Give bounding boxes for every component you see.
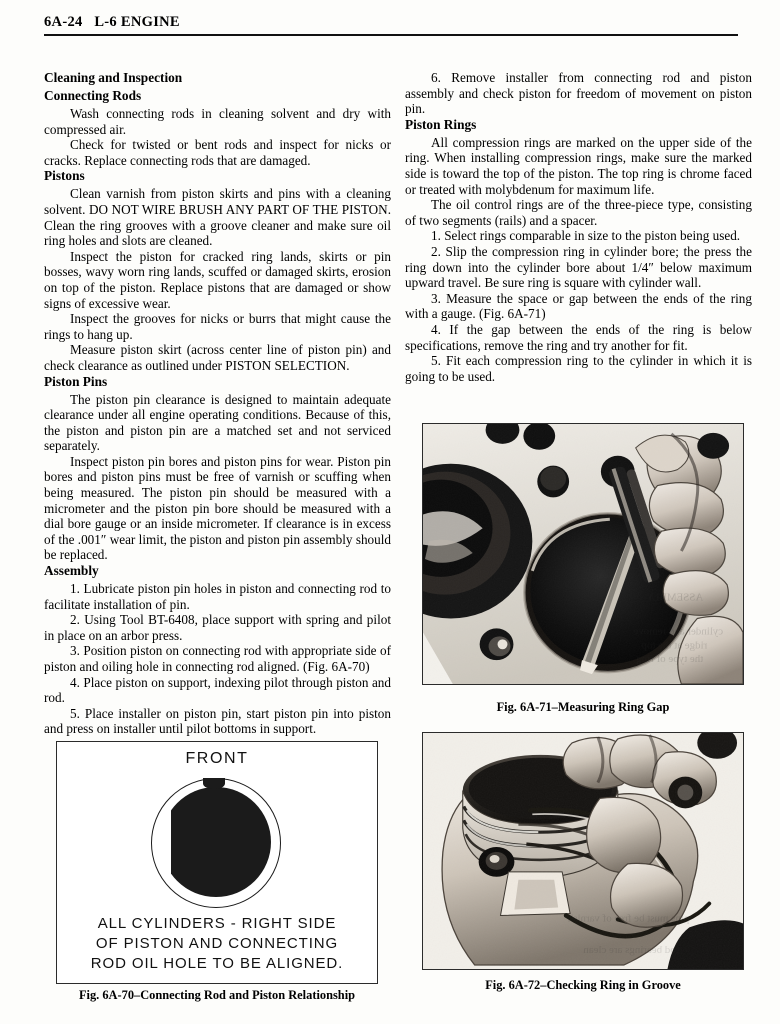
numbered-step: 2. Slip the compression ring in cylinder bore; the press the ring down into the cylinder bore about 1/4″ below maximum upward travel. Be sure ring is square with cylinder wall. <box>405 243 752 291</box>
svg-text:ASSEMBLY: ASSEMBLY <box>646 591 704 604</box>
heading-assembly: Assembly <box>44 563 99 579</box>
paragraph: Wash connecting rods in cleaning solvent and dry with compressed air. <box>44 106 391 137</box>
checking-ring-in-groove-photo <box>423 733 743 969</box>
heading-pistons: Pistons <box>44 168 85 184</box>
numbered-step: 5. Fit each compression ring to the cylinder in which it is going to be used. <box>405 353 752 384</box>
callout-line: ROD OIL HOLE TO BE ALIGNED. <box>90 955 344 972</box>
paragraph: Inspect piston pin bores and piston pins for wear. Piston pin bores and piston pins must be free of varnish or scuffing when being measured. The piston pin should be measured with a micrometer and the piston pin bore should be measured with a dial bore gauge or an inside micrometer. If clearance is in excess of the .001″ wear limit, the piston and piston pin assembly should be replaced. <box>44 453 391 563</box>
callout-line: OF PISTON AND CONNECTING <box>95 935 339 952</box>
paragraph: Measure piston skirt (across center line of piston pin) and check clearance as outlined under PISTON SELECTION. <box>44 342 391 373</box>
callout-line: ALL CYLINDERS - RIGHT SIDE <box>97 915 337 932</box>
figure-6a-72-caption: Fig. 6A-72–Checking Ring in Groove <box>485 978 681 992</box>
figure-6a-71-image <box>422 423 744 685</box>
measuring-ring-gap-photo <box>423 424 743 684</box>
numbered-step: 1. Select rings comparable in size to the piston being used. <box>431 228 741 244</box>
numbered-step: 3. Measure the space or gap between the ends of the ring with a gauge. (Fig. 6A-71) <box>405 290 752 322</box>
paragraph: Inspect the piston for cracked ring lands, skirts or pin bosses, wavy worn ring lands, scuffed or damaged skirts, erosion on top of the piston. Replace pistons that are damaged or show signs of excessive wear. <box>44 248 391 311</box>
figure-6a-72-image <box>422 732 744 970</box>
figure-6a-71-caption: Fig. 6A-71–Measuring Ring Gap <box>496 700 670 714</box>
paragraph: Clean varnish from piston skirts and pins with a cleaning solvent. DO NOT WIRE BRUSH ANY PART OF THE PISTON. Clean the ring grooves with a groove cleaner and make sure oil ring holes and slots are cleaned. <box>44 186 391 249</box>
heading-connecting-rods: Connecting Rods <box>44 88 142 103</box>
piston-body-shape <box>161 787 271 897</box>
numbered-step: 5. Place installer on piston pin, start piston pin into piston and press on installer until pilot bottoms in support. <box>44 705 391 737</box>
svg-text:the type of ring: the type of ring <box>636 653 704 666</box>
heading-piston-rings: Piston Rings <box>405 116 477 132</box>
piston-notch-mark <box>203 778 225 789</box>
front-label: FRONT <box>185 750 249 767</box>
header-rule <box>44 34 738 36</box>
page-header-text: 6A-24 L-6 ENGINE <box>44 14 180 30</box>
left-text-column <box>44 70 391 737</box>
svg-text:pins must be free of varnish: pins must be free of varnish <box>567 912 690 925</box>
figure-6a-70-diagram <box>56 741 378 984</box>
paragraph: All compression rings are marked on the upper side of the ring. When installing compression rings, make sure the marked side is toward the top of the piston. The top ring is chrome faced or treated with molybdenum for maximum life. <box>405 134 752 197</box>
paragraph: The oil control rings are of the three-piece type, consisting of two segments (rails) and a spacer. <box>405 197 752 228</box>
paragraph: Inspect the grooves for nicks or burrs that might cause the rings to hang up. <box>44 311 391 342</box>
numbered-step: 4. Place piston on support, indexing pilot through piston and rod. <box>44 674 391 706</box>
numbered-step: 1. Lubricate piston pin holes in piston and connecting rod to facilitate installation of pin. <box>44 581 391 612</box>
numbered-step: 2. Using Tool BT-6408, place support with spring and pilot in place on an arbor press. <box>44 612 391 643</box>
paragraph: The piston pin clearance is designed to maintain adequate clearance under all engine operating conditions. Because of this, the piston and piston pin are a matched set and not serviced separately. <box>44 391 391 454</box>
svg-text:ridge at the top: ridge at the top <box>641 639 708 652</box>
figure-6a-70-callout <box>57 914 377 974</box>
page-header <box>44 14 738 36</box>
heading-cleaning-and-inspection: Cleaning and Inspection <box>44 70 183 85</box>
svg-text:rod bearings are clean: rod bearings are clean <box>583 944 680 957</box>
right-text-column <box>405 70 752 384</box>
paragraph: Check for twisted or bent rods and inspect for nicks or cracks. Replace connecting rods that are damaged. <box>44 137 391 168</box>
numbered-step: 3. Position piston on connecting rod with appropriate side of piston and oiling hole in connecting rod aligned. (Fig. 6A-70) <box>44 643 391 674</box>
figure-6a-70-caption: Fig. 6A-70–Connecting Rod and Piston Relationship <box>78 988 356 1002</box>
svg-text:cylinder and remove: cylinder and remove <box>633 625 724 638</box>
numbered-step: 6. Remove installer from connecting rod and piston assembly and check piston for freedom of movement on piston pin. <box>405 70 752 117</box>
numbered-step: 4. If the gap between the ends of the ring is below specifications, remove the ring and try another for fit. <box>405 321 752 353</box>
heading-piston-pins: Piston Pins <box>44 373 108 389</box>
